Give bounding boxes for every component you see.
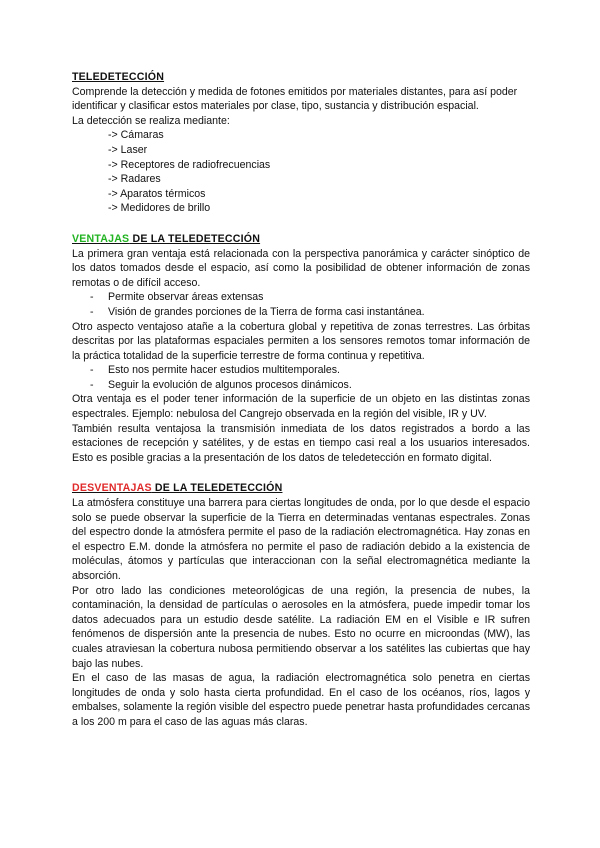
bullet-list [72,363,530,392]
title-rest: DE LA TELEDETECCIÓN [129,232,261,245]
list-item: - Seguir la evolución de algunos procesos dinámicos. [90,378,352,391]
paragraph: Por otro lado las condiciones meteorológicas de una región, la presencia de nubes, la contaminación, la densidad de partículas o aerosoles en la atmósfera, puede impedir tomar los datos adecuados para un estudio desde satélite. La radiación EM en el Visible e IR sufren fenómenos de dispersión ante la presencia de nubes. Esto no ocurre en microondas (MW), las cuales atraviesan la cobertura nubosa permitiendo observar a los satélites las cubiertas que hay bajo las nubes. [72,584,530,670]
list-item: -> Laser [108,143,148,156]
paragraph: La atmósfera constituye una barrera para ciertas longitudes de onda, por lo que desde el espacio solo se puede observar la superficie de la Tierra en determinadas ventanas espectrales. Zonas del espectro donde la atmósfera permite el paso de la radiación electromagnética. Hay zonas en el espectro E.M. donde la atmósfera no permite el paso de radiación debido a la existencia de moléculas, átomos y partículas que interaccionan con la señal electromagnética mediante la absorción. [72,497,530,582]
detection-intro: La detección se realiza mediante: [72,114,230,127]
list-item: - Esto nos permite hacer estudios multitemporales. [90,364,340,377]
list-item: -> Receptores de radiofrecuencias [108,158,271,171]
section-title: TELEDETECCIÓN [72,71,165,83]
list-item: -> Radares [108,173,161,186]
list-item: - Permite observar áreas extensas [90,291,264,304]
list-item: -> Cámaras [108,129,164,142]
paragraph: Otra ventaja es el poder tener información de la superficie de un objeto en las distintas zonas espectrales. Ejemplo: nebulosa del Cangrejo observada en la región del visible, IR y UV. [72,393,530,421]
paragraph: Otro aspecto ventajoso atañe a la cobertura global y repetitiva de zonas terrestres. Las órbitas descritas por las plataformas espaciales permiten a los sensores remotos tomar información de la práctica totalidad de la superficie terrestre de forma continua y repetitiva. [72,320,530,362]
paragraph: La primera gran ventaja está relacionada con la perspectiva panorámica y carácter sinóptico de los datos tomados desde el espacio, así como la posibilidad de obtener información de zonas remotas o de difícil acceso. [72,247,530,289]
title-highlight: VENTAJAS [72,232,130,245]
bullet-list [72,290,530,319]
section-ventajas [72,232,530,466]
list-item: -> Aparatos térmicos [108,187,206,200]
title-highlight: DESVENTAJAS [72,482,152,495]
detection-methods-list [72,128,530,216]
section-title [72,481,530,496]
section-desventajas [72,481,530,729]
list-item: - Visión de grandes porciones de la Tierra de forma casi instantánea. [90,305,425,318]
paragraph: También resulta ventajosa la transmisión inmediata de los datos registrados a bordo a las estaciones de recepción y satélites, y de estas en tiempo casi real a los usuarios interesados. Esto es posible gracias a la presentación de los datos de teledetección en formato digital. [72,422,530,464]
list-item: -> Medidores de brillo [108,202,211,215]
section-title [72,232,530,247]
title-rest: DE LA TELEDETECCIÓN [151,482,283,495]
section-teledeteccion [72,70,530,216]
definition-paragraph: Comprende la detección y medida de fotones emitidos por materiales distantes, para así poder identificar y clasificar estos materiales por clase, tipo, sustancia y distribución espacial. [72,85,518,113]
paragraph: En el caso de las masas de agua, la radiación electromagnética solo penetra en ciertas longitudes de onda y solo hasta cierta profundidad. En el caso de los océanos, ríos, lagos y embalses, solamente la región visible del espectro puede penetrar hasta profundidades cercanas a los 200 m para el caso de las aguas más claras. [72,672,530,728]
